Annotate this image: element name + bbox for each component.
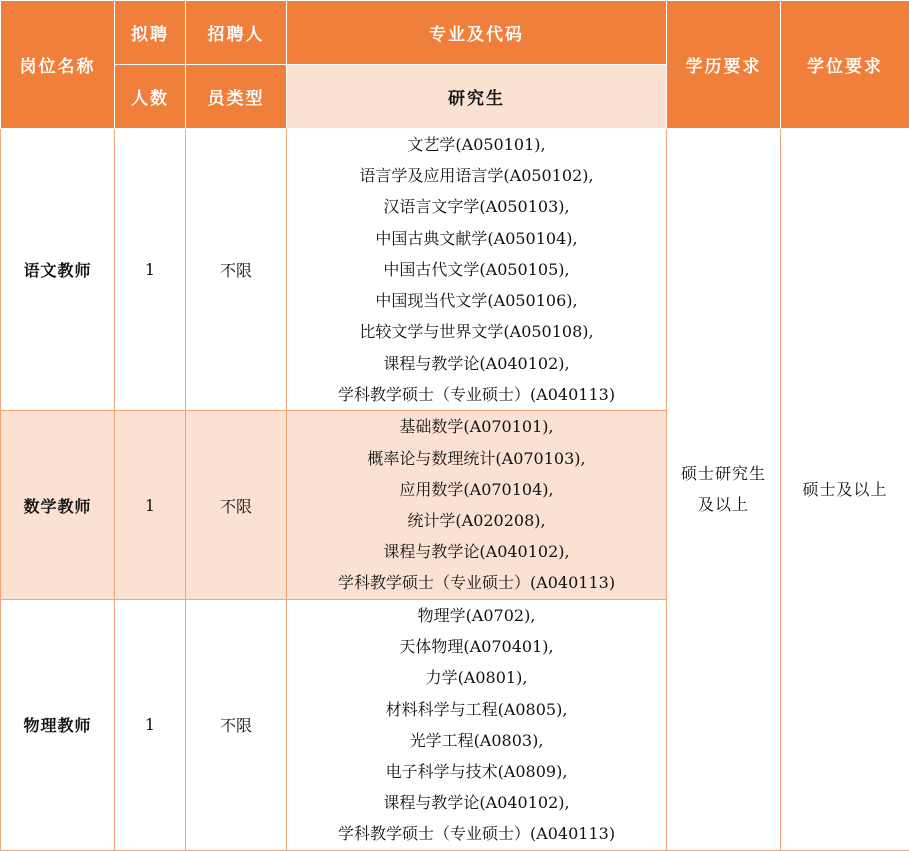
type-cell: 不限 — [186, 411, 287, 600]
major-item: 学科教学硕士（专业硕士）(A040113) — [287, 818, 666, 849]
majors-cell — [287, 600, 667, 851]
major-item: 汉语言文字学(A050103), — [287, 191, 666, 222]
major-item: 电子科学与技术(A0809), — [287, 756, 666, 787]
major-item: 概率论与数理统计(A070103), — [287, 443, 666, 474]
major-item: 统计学(A020208), — [287, 505, 666, 536]
position-cell: 语文教师 — [1, 129, 115, 411]
count-cell: 1 — [115, 129, 186, 411]
header-postgrad: 研究生 — [287, 65, 667, 129]
major-item: 学科教学硕士（专业硕士）(A040113) — [287, 379, 666, 410]
major-item: 课程与教学论(A040102), — [287, 536, 666, 567]
education-requirement — [667, 129, 781, 851]
major-item: 课程与教学论(A040102), — [287, 787, 666, 818]
position-cell: 物理教师 — [1, 600, 115, 851]
count-cell: 1 — [115, 411, 186, 600]
major-item: 基础数学(A070101), — [287, 411, 666, 442]
table-row — [1, 129, 909, 411]
major-item: 力学(A0801), — [287, 662, 666, 693]
major-item: 光学工程(A0803), — [287, 725, 666, 756]
major-item: 语言学及应用语言学(A050102), — [287, 160, 666, 191]
degree-requirement: 硕士及以上 — [781, 129, 909, 851]
major-item: 应用数学(A070104), — [287, 474, 666, 505]
major-item: 学科教学硕士（专业硕士）(A040113) — [287, 567, 666, 598]
header-type-line1: 招聘人 — [186, 1, 287, 65]
type-cell: 不限 — [186, 600, 287, 851]
major-item: 比较文学与世界文学(A050108), — [287, 316, 666, 347]
majors-cell — [287, 411, 667, 600]
major-item: 课程与教学论(A040102), — [287, 348, 666, 379]
header-degree: 学位要求 — [781, 1, 909, 129]
header-education: 学历要求 — [667, 1, 781, 129]
major-item: 物理学(A0702), — [287, 600, 666, 631]
major-item: 材料科学与工程(A0805), — [287, 694, 666, 725]
header-type-line2: 员类型 — [186, 65, 287, 129]
header-major: 专业及代码 — [287, 1, 667, 65]
majors-cell — [287, 129, 667, 411]
type-cell: 不限 — [186, 129, 287, 411]
header-count-line2: 人数 — [115, 65, 186, 129]
position-cell: 数学教师 — [1, 411, 115, 600]
header-count-line1: 拟聘 — [115, 1, 186, 65]
major-item: 中国古典文献学(A050104), — [287, 223, 666, 254]
major-item: 天体物理(A070401), — [287, 631, 666, 662]
education-line1: 硕士研究生 — [667, 458, 780, 489]
education-line2: 及以上 — [667, 489, 780, 520]
count-cell: 1 — [115, 600, 186, 851]
header-position: 岗位名称 — [1, 1, 115, 129]
major-item: 文艺学(A050101), — [287, 129, 666, 160]
major-item: 中国现当代文学(A050106), — [287, 285, 666, 316]
major-item: 中国古代文学(A050105), — [287, 254, 666, 285]
